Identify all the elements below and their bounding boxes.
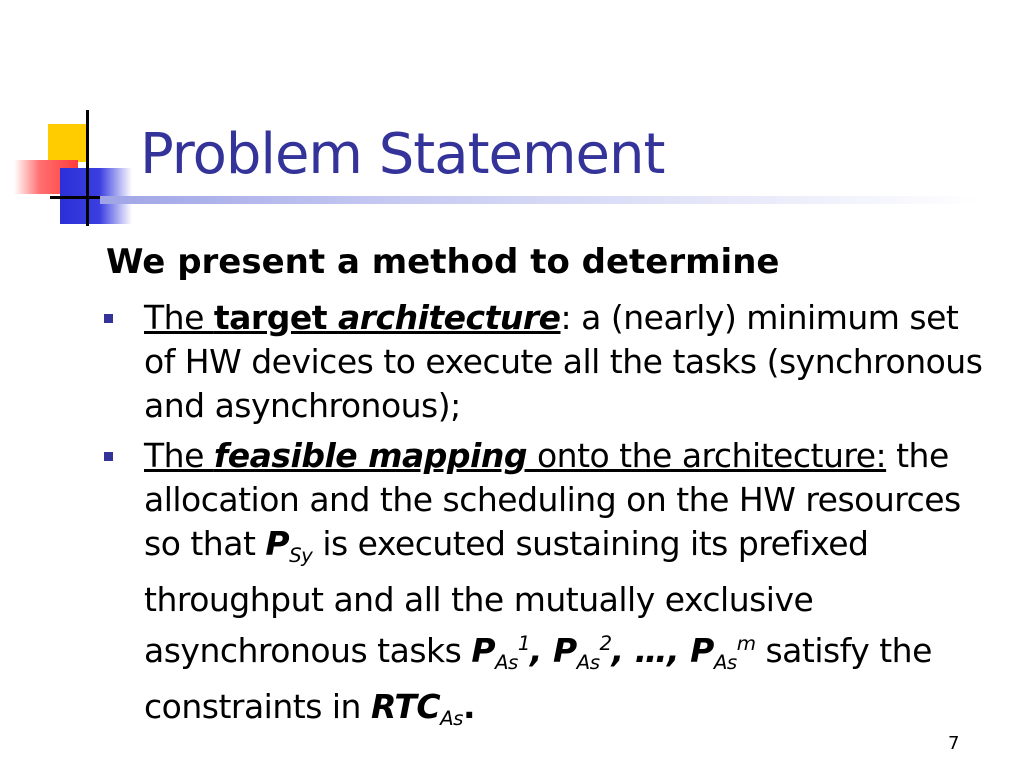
- horizontal-line-decoration: [50, 196, 102, 199]
- yellow-square-decoration: [48, 124, 86, 162]
- square-bullet-icon: [104, 452, 113, 461]
- bullet-text: The feasible mapping onto the architecture: the allocation and the scheduling on the HW resources so that $P_{Sy}$ is executed sustaining its prefixed throughput and all the mutually exclusive asynchronous tasks $P_{As}^1$, $P_{As}^2$, …, $P_{As}^m$ satisfy the constraints in $RTC_{As}$.: [144, 436, 961, 730]
- bullet-item-feasible-mapping: [104, 434, 984, 741]
- underlined-term: The target architecture: [144, 298, 561, 337]
- page-number: 7: [948, 733, 960, 754]
- slide-title: Problem Statement: [140, 122, 665, 187]
- underlined-term: The feasible mapping onto the architecture:: [144, 436, 887, 475]
- vertical-line-decoration: [86, 110, 89, 226]
- bullet-item-target-architecture: [104, 296, 984, 428]
- title-underline-rule: [100, 196, 980, 204]
- intro-text: We present a method to determine: [106, 242, 780, 282]
- square-bullet-icon: [104, 314, 113, 323]
- bullet-text: The target architecture: a (nearly) minimum set of HW devices to execute all the tasks (synchronous and asynchronous);: [144, 298, 983, 425]
